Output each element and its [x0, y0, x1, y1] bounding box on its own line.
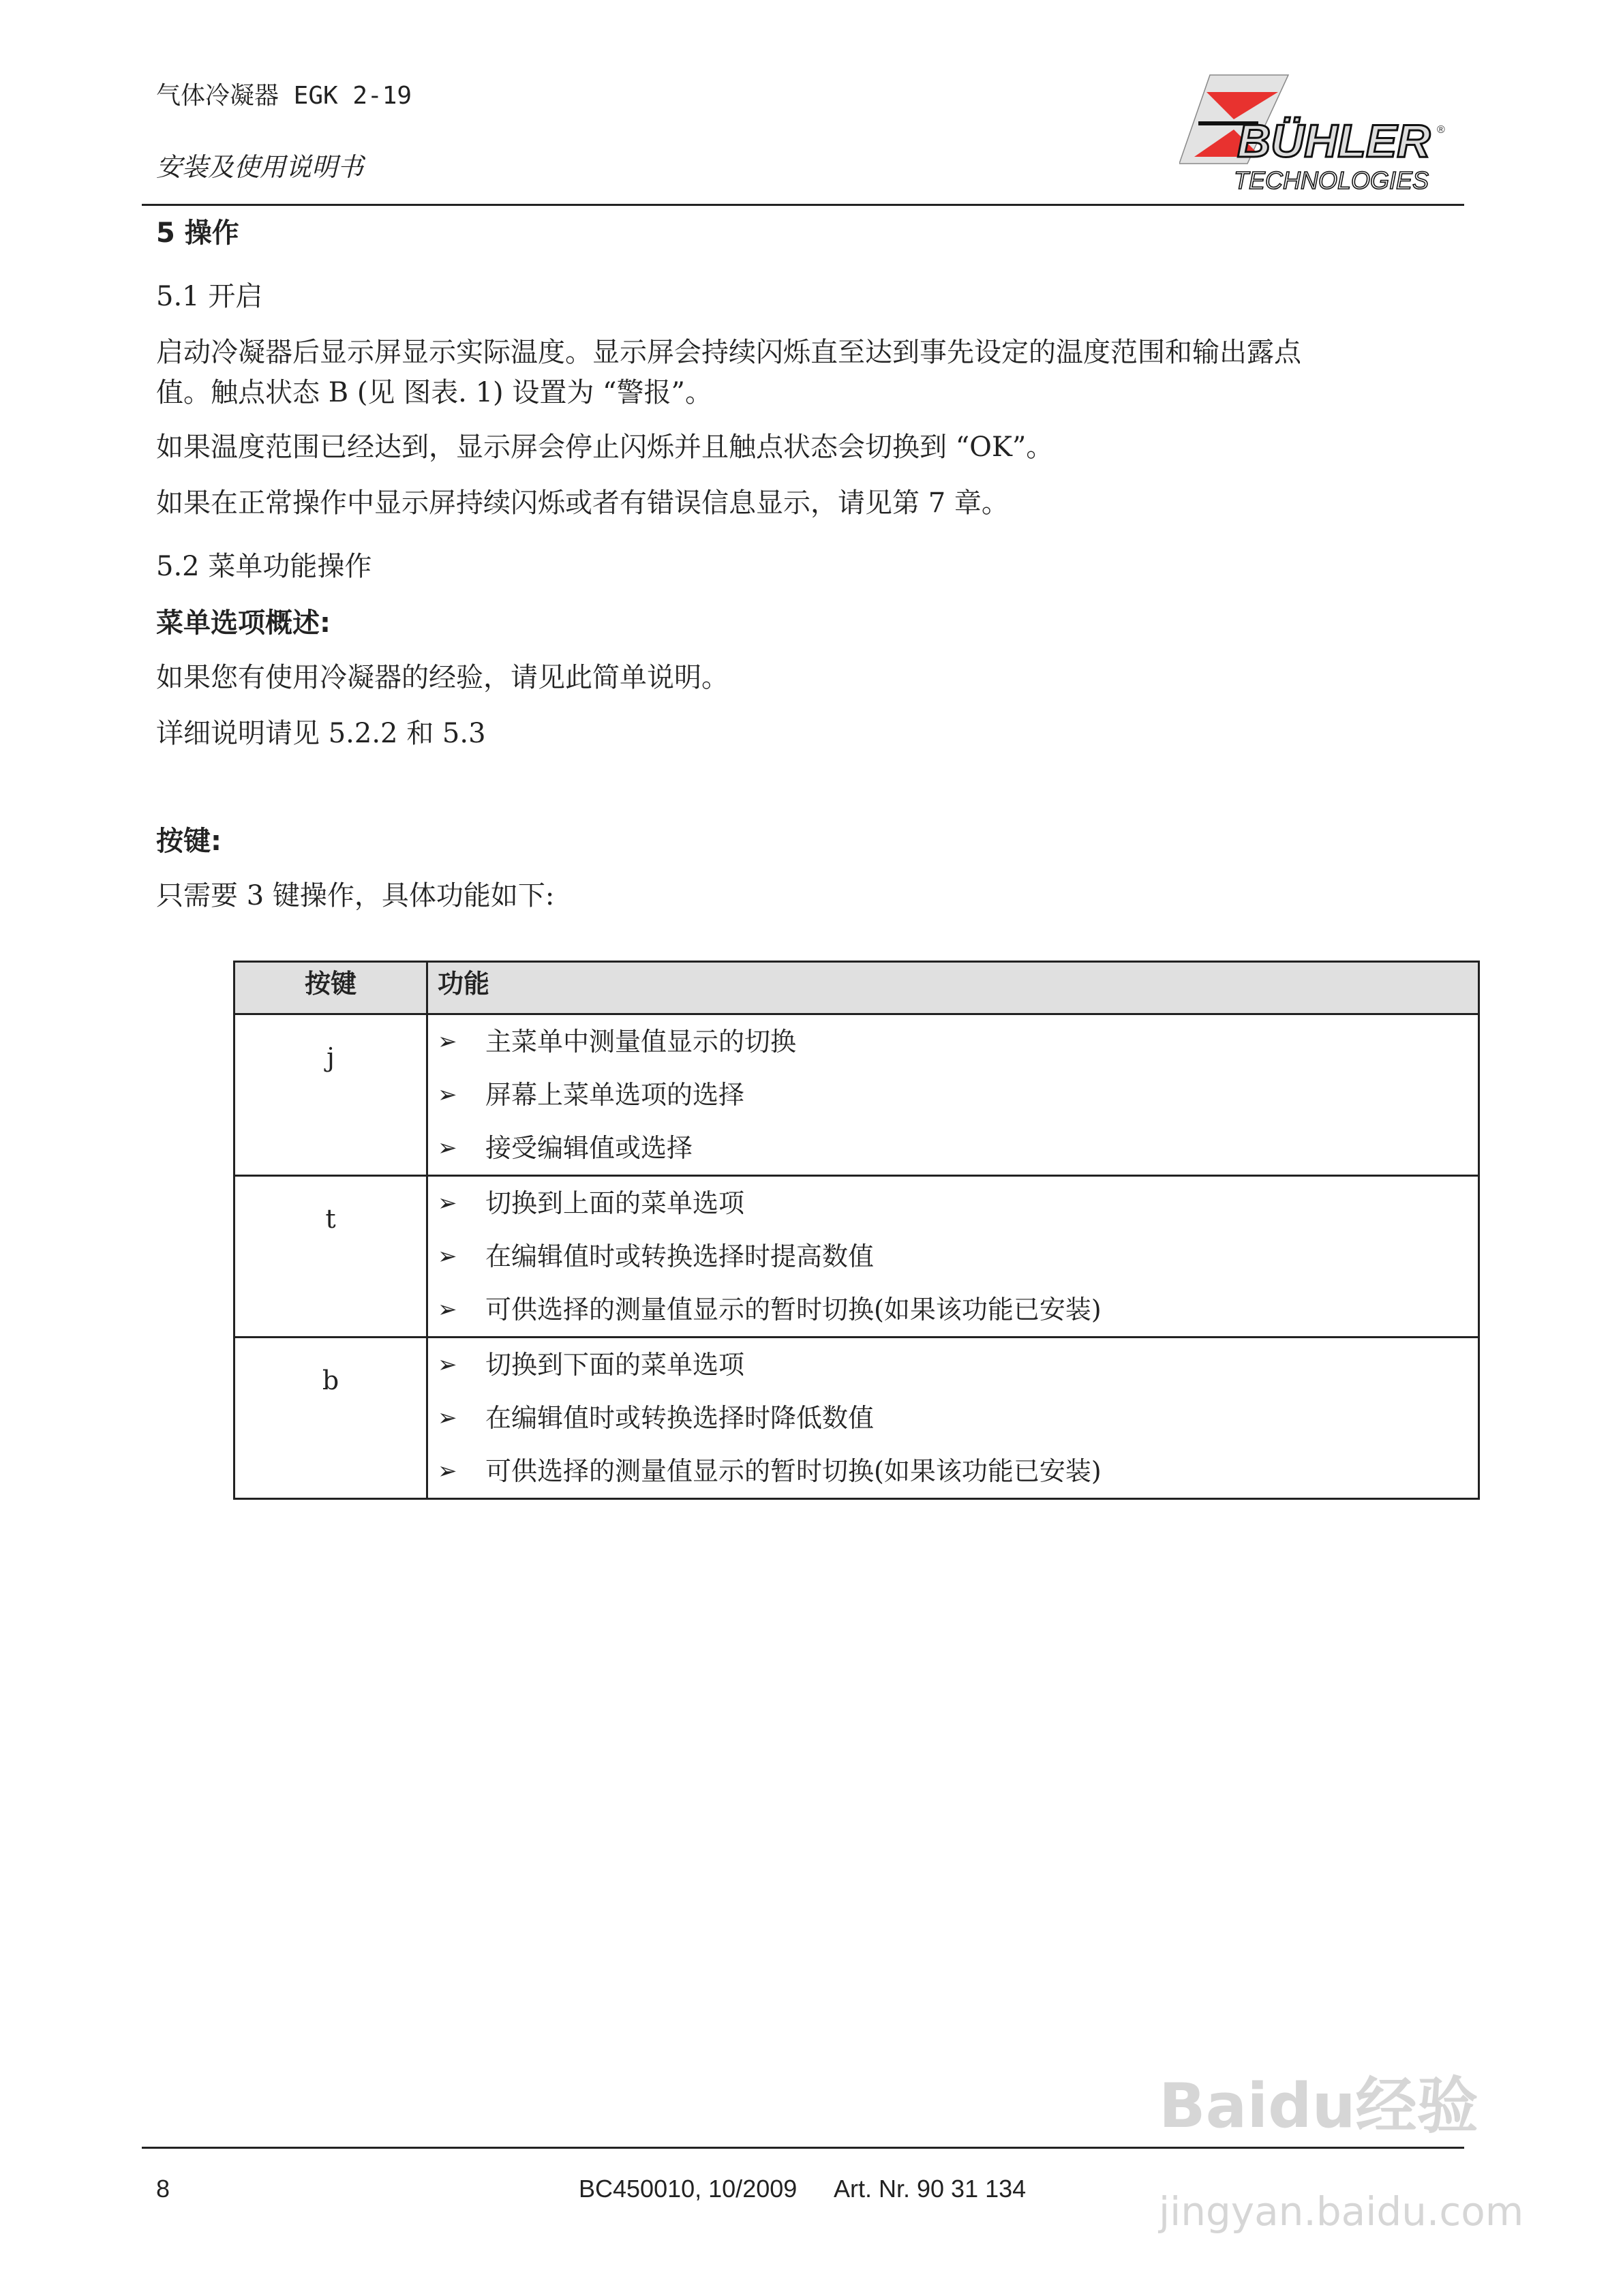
- arrow-bullet-icon: ➢: [438, 1296, 457, 1323]
- list-item: [428, 1230, 1478, 1283]
- key-cell: b: [234, 1338, 427, 1499]
- arrow-bullet-icon: ➢: [438, 1243, 457, 1270]
- list-item: [428, 1445, 1478, 1498]
- paragraph-keys: 只需要 3 键操作，具体功能如下:: [156, 880, 555, 911]
- list-item: [428, 1177, 1478, 1230]
- function-text: 可供选择的测量值显示的暂时切换(如果该功能已安装): [485, 1456, 1102, 1486]
- paragraph-startup-line2: 值。触点状态 B (见 图表. 1) 设置为 “警报”。: [156, 377, 712, 408]
- list-item: [428, 1015, 1478, 1068]
- list-item: [428, 1121, 1478, 1175]
- page-number: 8: [156, 2175, 170, 2203]
- function-text: 主菜单中测量值显示的切换: [485, 1027, 797, 1057]
- function-text: 在编辑值时或转换选择时降低数值: [485, 1403, 875, 1433]
- section-heading-5-2: 5.2 菜单功能操作: [156, 551, 372, 582]
- list-item: [428, 1391, 1478, 1445]
- paragraph-error: 如果在正常操作中显示屏持续闪烁或者有错误信息显示，请见第 7 章。: [156, 487, 1009, 519]
- section-heading-5: 5 操作: [156, 217, 239, 249]
- logo-subtext: TECHNOLOGIES: [1234, 166, 1429, 194]
- watermark-url: jingyan.baidu.com: [1159, 2188, 1524, 2235]
- arrow-bullet-icon: ➢: [438, 1028, 457, 1055]
- table-row: [234, 1176, 1479, 1338]
- arrow-bullet-icon: ➢: [438, 1457, 457, 1485]
- column-header-function: 功能: [427, 962, 1479, 1014]
- list-item: [428, 1283, 1478, 1336]
- function-cell: [427, 1014, 1479, 1176]
- paragraph-startup-line1: 启动冷凝器后显示屏显示实际温度。显示屏会持续闪烁直至达到事先设定的温度范围和输出露点: [156, 337, 1301, 368]
- buhler-logo: [1179, 72, 1466, 198]
- key-cell: j: [234, 1014, 427, 1176]
- keys-heading: 按键:: [156, 826, 222, 857]
- function-text: 切换到下面的菜单选项: [485, 1350, 745, 1380]
- paragraph-range-reached: 如果温度范围已经达到，显示屏会停止闪烁并且触点状态会切换到 “OK”。: [156, 432, 1054, 463]
- paragraph-experience: 如果您有使用冷凝器的经验，请见此简单说明。: [156, 662, 729, 693]
- document-subtitle: 安装及使用说明书: [156, 152, 364, 182]
- keys-table: [233, 961, 1480, 1500]
- document-number: BC450010, 10/2009: [579, 2175, 798, 2203]
- function-text: 可供选择的测量值显示的暂时切换(如果该功能已安装): [485, 1295, 1102, 1325]
- arrow-bullet-icon: ➢: [438, 1404, 457, 1432]
- key-cell: t: [234, 1176, 427, 1338]
- arrow-bullet-icon: ➢: [438, 1081, 457, 1108]
- header-divider: [142, 204, 1464, 206]
- list-item: [428, 1338, 1478, 1391]
- footer-divider: [142, 2147, 1464, 2149]
- table-header-row: [234, 962, 1479, 1014]
- function-text: 在编辑值时或转换选择时提高数值: [485, 1241, 875, 1271]
- svg-text:®: ®: [1437, 124, 1445, 136]
- function-text: 屏幕上菜单选项的选择: [485, 1080, 745, 1110]
- logo-text: BÜHLER: [1237, 115, 1431, 167]
- document-title: 气体冷凝器 EGK 2-19: [156, 82, 412, 110]
- list-item: [428, 1068, 1478, 1121]
- menu-overview-heading: 菜单选项概述:: [156, 607, 331, 639]
- section-heading-5-1: 5.1 开启: [156, 281, 263, 312]
- arrow-bullet-icon: ➢: [438, 1190, 457, 1217]
- column-header-key: 按键: [234, 962, 427, 1014]
- article-number: Art. Nr. 90 31 134: [834, 2175, 1027, 2203]
- table-row: [234, 1014, 1479, 1176]
- function-text: 接受编辑值或选择: [485, 1133, 693, 1163]
- arrow-bullet-icon: ➢: [438, 1351, 457, 1378]
- function-cell: [427, 1338, 1479, 1499]
- table-row: [234, 1338, 1479, 1499]
- function-cell: [427, 1176, 1479, 1338]
- function-text: 切换到上面的菜单选项: [485, 1188, 745, 1218]
- watermark-baidu: Baidu经验: [1159, 2070, 1478, 2142]
- paragraph-details: 详细说明请见 5.2.2 和 5.3: [156, 718, 486, 749]
- arrow-bullet-icon: ➢: [438, 1134, 457, 1162]
